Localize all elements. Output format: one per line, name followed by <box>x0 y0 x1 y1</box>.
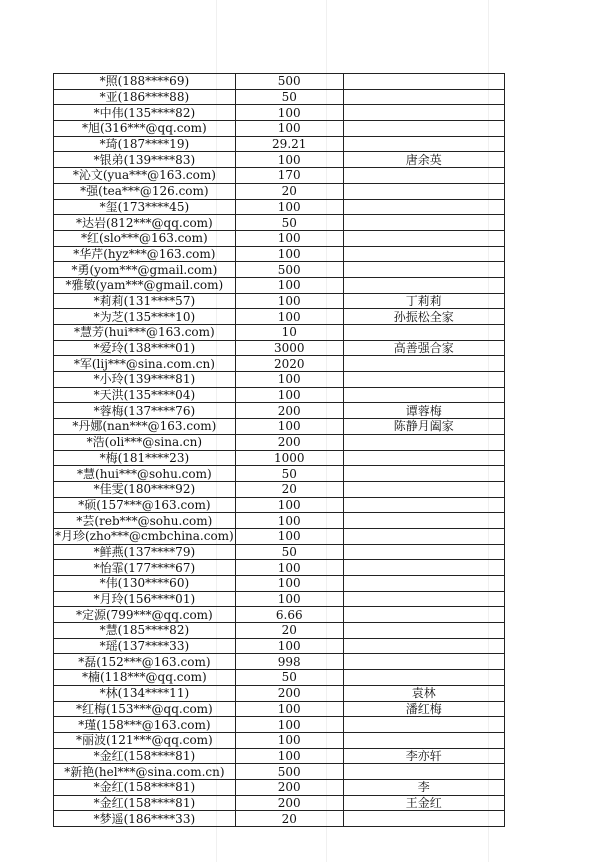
note-cell <box>343 136 504 152</box>
table-row <box>54 607 505 623</box>
table-row <box>54 732 505 748</box>
amount-cell: 100 <box>235 246 343 262</box>
table-row <box>54 623 505 639</box>
note-cell <box>343 638 504 654</box>
donor-cell: *新艳(hel***@sina.com.cn) <box>54 764 236 780</box>
donor-cell: *玺(173****45) <box>54 199 236 215</box>
table-row <box>54 121 505 137</box>
donor-cell: *慧芳(hui***@163.com) <box>54 325 236 341</box>
donor-cell: *为芝(135****10) <box>54 309 236 325</box>
table-row <box>54 168 505 184</box>
table-row <box>54 701 505 717</box>
note-cell: 李 <box>343 779 504 795</box>
donor-cell: *金红(158****81) <box>54 795 236 811</box>
amount-cell: 100 <box>235 121 343 137</box>
note-cell: 孙振松全家 <box>343 309 504 325</box>
table-row <box>54 591 505 607</box>
donor-cell: *芸(reb***@sohu.com) <box>54 513 236 529</box>
table-row <box>54 293 505 309</box>
note-cell <box>343 325 504 341</box>
table-row <box>54 262 505 278</box>
table-row <box>54 560 505 576</box>
donor-cell: *慧(hui***@sohu.com) <box>54 466 236 482</box>
table-row <box>54 748 505 764</box>
note-cell <box>343 277 504 293</box>
table-row <box>54 105 505 121</box>
donor-cell: *丹娜(nan***@163.com) <box>54 419 236 435</box>
amount-cell: 100 <box>235 576 343 592</box>
table-row <box>54 466 505 482</box>
amount-cell: 100 <box>235 230 343 246</box>
note-cell <box>343 434 504 450</box>
donor-cell: *伟(130****60) <box>54 576 236 592</box>
amount-cell: 3000 <box>235 340 343 356</box>
table-row <box>54 356 505 372</box>
note-cell: 陈静月阖家 <box>343 419 504 435</box>
amount-cell: 50 <box>235 544 343 560</box>
note-cell: 丁莉莉 <box>343 293 504 309</box>
amount-cell: 20 <box>235 481 343 497</box>
amount-cell: 500 <box>235 262 343 278</box>
table-row <box>54 372 505 388</box>
note-cell <box>343 356 504 372</box>
amount-cell: 170 <box>235 168 343 184</box>
table-row <box>54 497 505 513</box>
note-cell <box>343 623 504 639</box>
donor-cell: *照(188****69) <box>54 74 236 90</box>
note-cell <box>343 576 504 592</box>
donor-cell: *金红(158****81) <box>54 748 236 764</box>
note-cell <box>343 481 504 497</box>
donor-cell: *丽波(121***@qq.com) <box>54 732 236 748</box>
amount-cell: 100 <box>235 277 343 293</box>
table-row <box>54 246 505 262</box>
note-cell <box>343 183 504 199</box>
donation-table <box>53 73 505 827</box>
amount-cell: 998 <box>235 654 343 670</box>
table-row <box>54 199 505 215</box>
amount-cell: 50 <box>235 466 343 482</box>
donor-cell: *硕(157***@163.com) <box>54 497 236 513</box>
amount-cell: 100 <box>235 560 343 576</box>
donor-cell: *佳雯(180****92) <box>54 481 236 497</box>
donor-cell: *磊(152***@163.com) <box>54 654 236 670</box>
note-cell <box>343 560 504 576</box>
note-cell <box>343 513 504 529</box>
note-cell <box>343 528 504 544</box>
note-cell <box>343 497 504 513</box>
table-row <box>54 544 505 560</box>
donor-cell: *金红(158****81) <box>54 779 236 795</box>
donation-table-body <box>54 74 505 827</box>
note-cell <box>343 230 504 246</box>
donor-cell: *雅敏(yam***@gmail.com) <box>54 277 236 293</box>
amount-cell: 20 <box>235 623 343 639</box>
table-row <box>54 795 505 811</box>
table-row <box>54 183 505 199</box>
table-row <box>54 576 505 592</box>
donor-cell: *达岩(812***@qq.com) <box>54 215 236 231</box>
donor-cell: *楠(118***@qq.com) <box>54 670 236 686</box>
table-row <box>54 654 505 670</box>
table-row <box>54 277 505 293</box>
amount-cell: 20 <box>235 183 343 199</box>
amount-cell: 100 <box>235 387 343 403</box>
donor-cell: *浩(oli***@sina.cn) <box>54 434 236 450</box>
amount-cell: 100 <box>235 372 343 388</box>
donor-cell: *军(lij***@sina.com.cn) <box>54 356 236 372</box>
amount-cell: 100 <box>235 513 343 529</box>
donor-cell: *爱玲(138****01) <box>54 340 236 356</box>
table-row <box>54 528 505 544</box>
note-cell <box>343 670 504 686</box>
table-row <box>54 387 505 403</box>
amount-cell: 20 <box>235 811 343 827</box>
amount-cell: 100 <box>235 497 343 513</box>
table-row <box>54 450 505 466</box>
amount-cell: 50 <box>235 670 343 686</box>
amount-cell: 100 <box>235 717 343 733</box>
amount-cell: 200 <box>235 779 343 795</box>
note-cell <box>343 544 504 560</box>
note-cell <box>343 199 504 215</box>
table-row <box>54 434 505 450</box>
amount-cell: 200 <box>235 685 343 701</box>
note-cell <box>343 121 504 137</box>
donor-cell: *慧(185****82) <box>54 623 236 639</box>
note-cell: 袁林 <box>343 685 504 701</box>
table-row <box>54 74 505 90</box>
donor-cell: *梅(181****23) <box>54 450 236 466</box>
donor-cell: *沁文(yua***@163.com) <box>54 168 236 184</box>
table-row <box>54 309 505 325</box>
note-cell: 高善强合家 <box>343 340 504 356</box>
note-cell <box>343 215 504 231</box>
table-row <box>54 89 505 105</box>
note-cell <box>343 262 504 278</box>
amount-cell: 100 <box>235 293 343 309</box>
note-cell: 李亦轩 <box>343 748 504 764</box>
donor-cell: *月珍(zho***@cmbchina.com) <box>55 529 234 544</box>
note-cell <box>343 811 504 827</box>
donor-cell: *华芹(hyz***@163.com) <box>54 246 236 262</box>
amount-cell: 100 <box>235 105 343 121</box>
donor-cell: *红(slo***@163.com) <box>54 230 236 246</box>
amount-cell: 200 <box>235 795 343 811</box>
amount-cell: 6.66 <box>235 607 343 623</box>
amount-cell: 200 <box>235 434 343 450</box>
table-row <box>54 685 505 701</box>
amount-cell: 100 <box>235 591 343 607</box>
table-row <box>54 340 505 356</box>
donor-cell: *瑶(137****33) <box>54 638 236 654</box>
table-row <box>54 230 505 246</box>
donor-cell: *旭(316***@qq.com) <box>54 121 236 137</box>
donor-cell: *勇(yom***@gmail.com) <box>54 262 236 278</box>
table-row <box>54 152 505 168</box>
note-cell <box>343 591 504 607</box>
note-cell <box>343 89 504 105</box>
note-cell <box>343 607 504 623</box>
note-cell <box>343 450 504 466</box>
note-cell: 唐余英 <box>343 152 504 168</box>
note-cell: 王金红 <box>343 795 504 811</box>
amount-cell: 100 <box>235 152 343 168</box>
amount-cell: 1000 <box>235 450 343 466</box>
table-row <box>54 779 505 795</box>
table-row <box>54 513 505 529</box>
donor-cell: *小玲(139****81) <box>54 372 236 388</box>
amount-cell: 29.21 <box>235 136 343 152</box>
amount-cell: 100 <box>235 701 343 717</box>
note-cell <box>343 105 504 121</box>
table-row <box>54 811 505 827</box>
donor-cell: *中伟(135****82) <box>54 105 236 121</box>
amount-cell: 100 <box>235 419 343 435</box>
note-cell <box>343 466 504 482</box>
donor-cell: *红梅(153***@qq.com) <box>54 701 236 717</box>
note-cell <box>343 387 504 403</box>
note-cell: 谭蓉梅 <box>343 403 504 419</box>
donor-cell: *瑾(158***@163.com) <box>54 717 236 733</box>
table-row <box>54 481 505 497</box>
amount-cell: 2020 <box>235 356 343 372</box>
table-row <box>54 325 505 341</box>
donor-cell: *蓉梅(137****76) <box>54 403 236 419</box>
note-cell <box>343 764 504 780</box>
amount-cell: 100 <box>235 528 343 544</box>
amount-cell: 50 <box>235 89 343 105</box>
table-row <box>54 638 505 654</box>
table-row <box>54 215 505 231</box>
donor-cell: *怡霏(177****67) <box>54 560 236 576</box>
table-row <box>54 136 505 152</box>
table-row <box>54 764 505 780</box>
amount-cell: 100 <box>235 732 343 748</box>
note-cell <box>343 246 504 262</box>
table-row <box>54 717 505 733</box>
donor-cell: *鲜燕(137****79) <box>54 544 236 560</box>
amount-cell: 100 <box>235 309 343 325</box>
amount-cell: 500 <box>235 74 343 90</box>
note-cell <box>343 372 504 388</box>
donor-cell: *强(tea***@126.com) <box>54 183 236 199</box>
donor-cell: *天洪(135****04) <box>54 387 236 403</box>
table-row <box>54 403 505 419</box>
donor-cell: *亚(186****88) <box>54 89 236 105</box>
note-cell <box>343 168 504 184</box>
note-cell <box>343 717 504 733</box>
note-cell <box>343 654 504 670</box>
note-cell <box>343 74 504 90</box>
donor-cell: *月玲(156****01) <box>54 591 236 607</box>
note-cell: 潘红梅 <box>343 701 504 717</box>
donor-cell: *林(134****11) <box>54 685 236 701</box>
amount-cell: 50 <box>235 215 343 231</box>
amount-cell: 200 <box>235 403 343 419</box>
table-row <box>54 670 505 686</box>
amount-cell: 100 <box>235 199 343 215</box>
amount-cell: 100 <box>235 638 343 654</box>
amount-cell: 500 <box>235 764 343 780</box>
donor-cell: *定源(799***@qq.com) <box>54 607 236 623</box>
donor-cell: *银弟(139****83) <box>54 152 236 168</box>
donor-cell: *莉莉(131****57) <box>54 293 236 309</box>
table-row <box>54 419 505 435</box>
donor-cell: *琦(187****19) <box>54 136 236 152</box>
amount-cell: 10 <box>235 325 343 341</box>
donor-cell: *梦遥(186****33) <box>54 811 236 827</box>
note-cell <box>343 732 504 748</box>
amount-cell: 100 <box>235 748 343 764</box>
